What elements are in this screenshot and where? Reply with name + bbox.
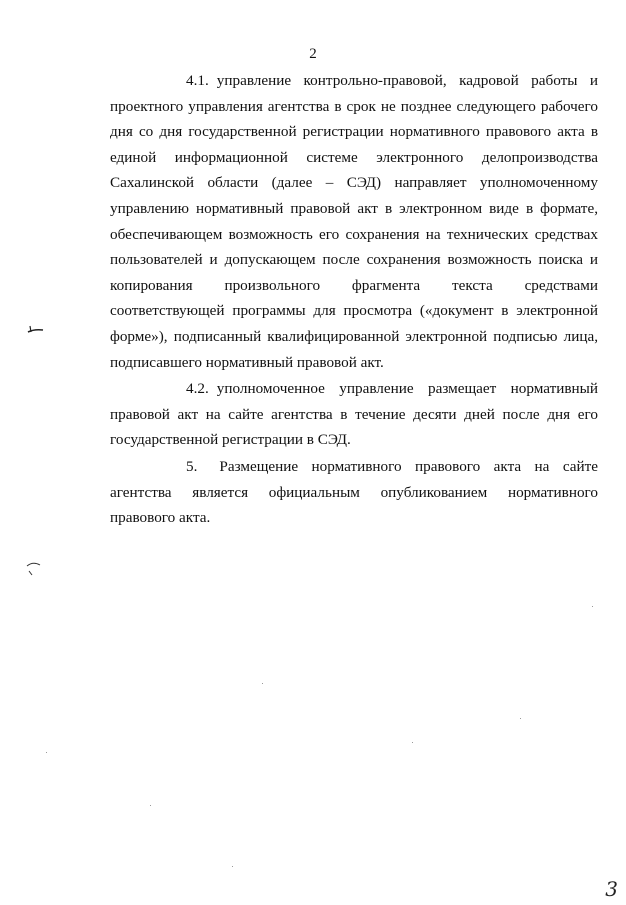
paragraph-number: 5. (186, 457, 198, 475)
scan-speck (232, 866, 233, 867)
paragraph-5 (110, 454, 598, 531)
paragraph-number: 4.2. (186, 380, 209, 398)
margin-scribble (26, 322, 46, 342)
paragraph-text: управление контрольно-правовой, кадровой работы и проектного управления агентства в срок не позднее следующего рабочего дня со дня государственной регистрации нормативного правового акта в единой информационной системе электронного делопроизводства Сахалинской области (далее – СЭД) направляет уполномоченному управлению нормативный правовой акт в электронном виде в формате, обеспечивающем возможность его сохранения на технических средствах пользователей и допускающем после сохранения возможность поиска и копирования произвольного фрагмента текста средствами соответствующей программы для просмотра («документ в электронной форме»), подписанный квалифицированной электронной подписью лица, подписавшего нормативный правовой акт. (110, 72, 598, 371)
scan-speck (592, 606, 593, 607)
paragraph-text: Размещение нормативного правового акта на сайте агентства является официальным опубликованием нормативного правового акта. (110, 457, 598, 527)
scan-speck (46, 752, 47, 753)
scan-speck (412, 742, 413, 743)
paragraph-4-1 (110, 68, 598, 375)
scan-speck (150, 805, 151, 806)
paragraph-number: 4.1. (186, 72, 209, 89)
paragraph-text: уполномоченное управление размещает нормативный правовой акт на сайте агентства в течение десяти дней после дня его государственной регистрации в СЭД. (110, 380, 598, 449)
margin-scribble (24, 558, 46, 581)
scan-speck (262, 683, 263, 684)
scan-speck (520, 718, 521, 719)
page-number: 2 (309, 46, 317, 62)
paragraph-4-2 (110, 376, 598, 453)
document-body (110, 68, 598, 531)
corner-handwritten-mark: 3 (605, 877, 618, 901)
